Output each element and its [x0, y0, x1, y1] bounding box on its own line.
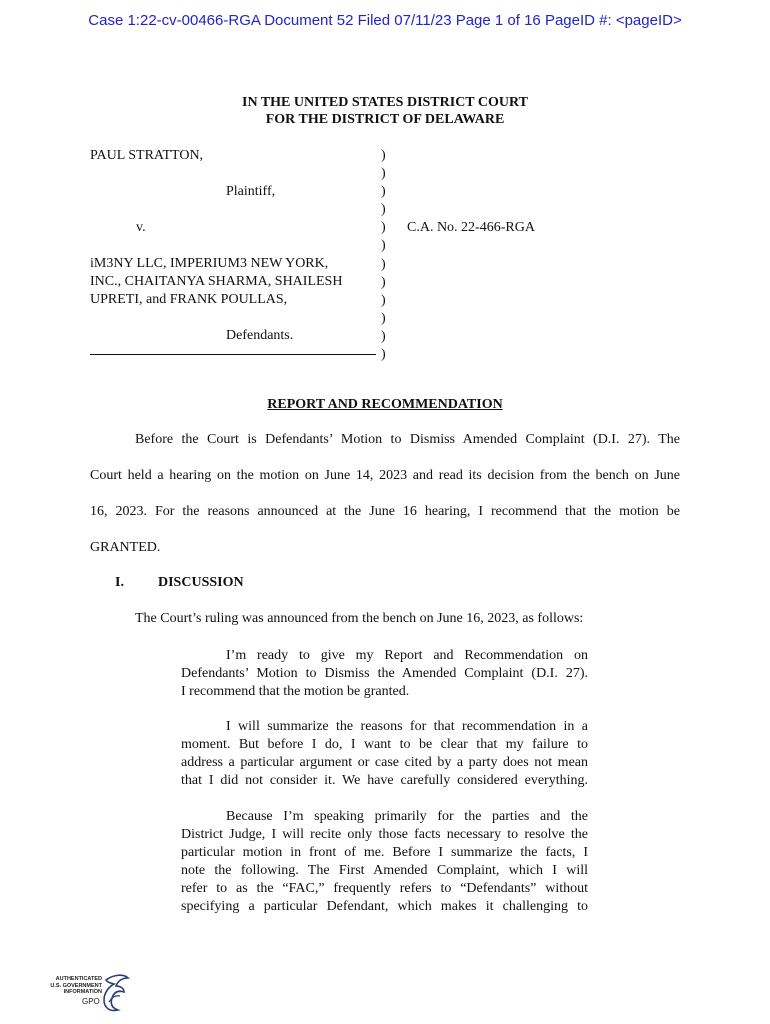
court-title-line1: IN THE UNITED STATES DISTRICT COURT — [242, 95, 528, 110]
paren: ) — [381, 184, 386, 200]
paren: ) — [381, 347, 386, 363]
intro-line-2: Court held a hearing on the motion on June 14, 2023 and read its decision from the bench on June — [90, 468, 680, 483]
quote-paragraph-3 — [181, 808, 588, 916]
versus: v. — [136, 220, 146, 235]
quote-line: Because I’m speaking primarily for the parties and the — [226, 809, 588, 824]
quote-line: particular motion in front of me. Before I summarize the facts, I — [181, 845, 588, 860]
court-title — [0, 94, 770, 128]
paren: ) — [381, 292, 386, 308]
paren: ) — [381, 238, 386, 254]
quote-line: I recommend that the motion be granted. — [181, 684, 410, 699]
defendants-role: Defendants. — [226, 328, 294, 343]
paren: ) — [381, 328, 386, 344]
paren: ) — [381, 220, 386, 236]
ecf-header-stamp: Case 1:22-cv-00466-RGA Document 52 Filed 07/11/23 Page 1 of 16 PageID #: <pageID> — [88, 12, 682, 29]
gpo-text-line: INFORMATION — [63, 989, 102, 995]
gpo-text-line: AUTHENTICATED — [55, 976, 102, 982]
quote-line: refer to as the “FAC,” frequently refers to “Defendants” without — [181, 881, 588, 896]
quote-line: note the following. The First Amended Complaint, which I will — [181, 863, 588, 878]
quote-line: I will summarize the reasons for that recommendation in a — [226, 719, 588, 734]
defendants-line-3: UPRETI, and FRANK POULLAS, — [90, 292, 288, 307]
gpo-label: GPO — [82, 997, 100, 1006]
gpo-authentication-logo — [44, 972, 130, 1014]
quote-line: Defendants’ Motion to Dismiss the Amended Complaint (D.I. 27). — [181, 666, 588, 681]
report-heading: REPORT AND RECOMMENDATION — [267, 397, 503, 412]
quote-line: specifying a particular Defendant, which makes it challenging to — [181, 899, 588, 914]
caption-rule — [90, 354, 376, 355]
quote-paragraph-2 — [181, 718, 588, 790]
quote-line: that I did not consider it. We have carefully considered everything. — [181, 773, 588, 788]
quote-line: moment. But before I do, I want to be clear that my failure to — [181, 737, 588, 752]
intro-line-4: GRANTED. — [90, 540, 161, 555]
section-number: I. — [115, 575, 124, 590]
defendants-line-2: INC., CHAITANYA SHARMA, SHAILESH — [90, 274, 343, 289]
paren: ) — [381, 148, 386, 163]
quote-line: I’m ready to give my Report and Recommendation on — [226, 648, 588, 663]
gpo-text — [44, 976, 102, 996]
intro-line-3: 16, 2023. For the reasons announced at the June 16 hearing, I recommend that the motion be — [90, 504, 680, 519]
paren: ) — [381, 202, 386, 218]
caption-parentheses — [381, 147, 386, 364]
eagle-icon — [100, 972, 130, 1014]
court-title-line2: FOR THE DISTRICT OF DELAWARE — [265, 112, 505, 127]
plaintiff-name: PAUL STRATTON, — [90, 148, 204, 163]
section-title: DISCUSSION — [158, 575, 244, 590]
quote-paragraph-1 — [181, 647, 588, 701]
section-heading — [115, 575, 244, 591]
gpo-text-line: U.S. GOVERNMENT — [50, 982, 102, 989]
paren: ) — [381, 166, 386, 182]
case-number: C.A. No. 22-466-RGA — [407, 220, 535, 235]
plaintiff-role: Plaintiff, — [226, 184, 276, 199]
defendants-line-1: iM3NY LLC, IMPERIUM3 NEW YORK, — [90, 256, 329, 271]
paren: ) — [381, 256, 386, 272]
ruling-intro: The Court’s ruling was announced from the bench on June 16, 2023, as follows: — [135, 611, 584, 626]
paren: ) — [381, 274, 386, 290]
intro-line-1: Before the Court is Defendants’ Motion to Dismiss Amended Complaint (D.I. 27). The — [135, 432, 680, 447]
quote-line: District Judge, I will recite only those facts necessary to resolve the — [181, 827, 588, 842]
quote-line: address a particular argument or case cited by a party does not mean — [181, 755, 588, 770]
paren: ) — [381, 310, 386, 326]
